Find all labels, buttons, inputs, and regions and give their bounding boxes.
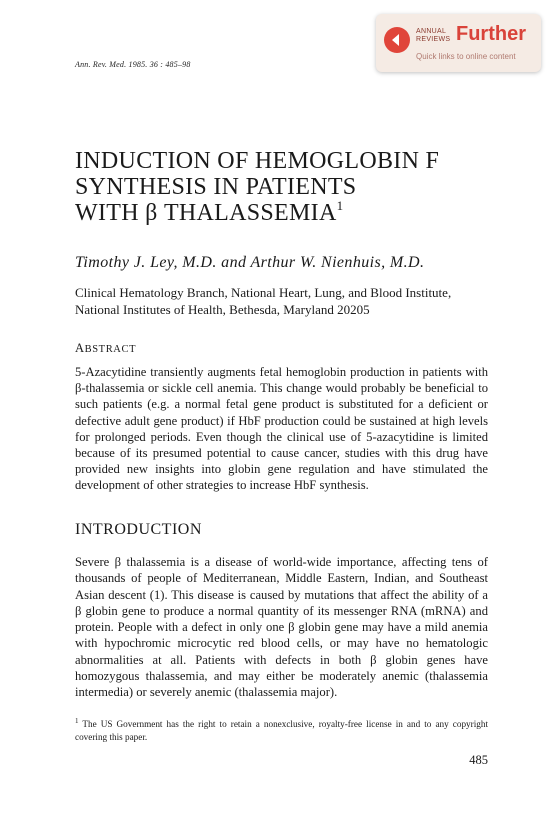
journal-citation: Ann. Rev. Med. 1985. 36 : 485–98 (75, 60, 191, 69)
introduction-text: Severe β thalassemia is a disease of world-wide importance, affecting tens of thousands of people of Mediterranean, Middle Eastern, Indian, and Southeast Asian descent (1). This disease is caused by mutations that affect the ability of a β globin gene to produce a normal quantity of its messenger RNA (mRNA) and protein. People with a defect in only one β globin gene may have a mild anemia with hypochromic microcytic red blood cells, or may have no hematologic abnormalities at all. Patients with defects in both β globin genes have homozygous thalassemia, and may either be moderately anemic (thalassemia intermedia) or severely anemic (thalassemia major). (75, 555, 488, 700)
further-subtitle: Quick links to online content (416, 52, 516, 61)
footnote-mark: 1 (75, 717, 79, 725)
footnote-text: The US Government has the right to retain a nonexclusive, royalty-free license in and to any copyright covering this paper. (75, 719, 488, 743)
annual-label: ANNUAL (416, 28, 447, 35)
footnote (75, 715, 488, 744)
abstract-heading-initial: A (75, 341, 85, 355)
further-badge[interactable] (376, 14, 541, 72)
abstract-heading (75, 341, 136, 356)
title-line: INDUCTION OF HEMOGLOBIN F (75, 148, 440, 174)
title-line (75, 200, 515, 226)
footnote-marker[interactable]: 1 (336, 198, 344, 213)
page-number: 485 (469, 753, 488, 767)
further-wordmark: Further (456, 23, 526, 45)
abstract-heading-rest: BSTRACT (84, 344, 137, 355)
article-title (75, 148, 515, 226)
affiliation: Clinical Hematology Branch, National Heart, Lung, and Blood Institute, National Institutes of Health, Bethesda, Maryland 20205 (75, 285, 452, 317)
play-icon (384, 27, 410, 53)
reviews-label: REVIEWS (416, 36, 451, 43)
introduction-heading: INTRODUCTION (75, 521, 202, 538)
title-line: SYNTHESIS IN PATIENTS (75, 174, 357, 200)
title-line-text: WITH β THALASSEMIA (75, 200, 337, 226)
abstract-text: 5-Azacytidine transiently augments fetal hemoglobin production in patients with β-thalassemia or sickle cell anemia. This change would probably be beneficial to such patients (e.g. a normal fetal gene product is substituted for a deficient or defective adult gene product) if HbF production could be sustained at high levels for prolonged periods. Even though the clinical use of 5-azacytidine is limited because of its presumed potential to cause cancer, studies with this drug have provided new insights into globin gene regulation and have stimulated the development of other strategies to increase HbF synthesis. (75, 365, 488, 493)
authors: Timothy J. Ley, M.D. and Arthur W. Nienhuis, M.D. (75, 254, 425, 271)
